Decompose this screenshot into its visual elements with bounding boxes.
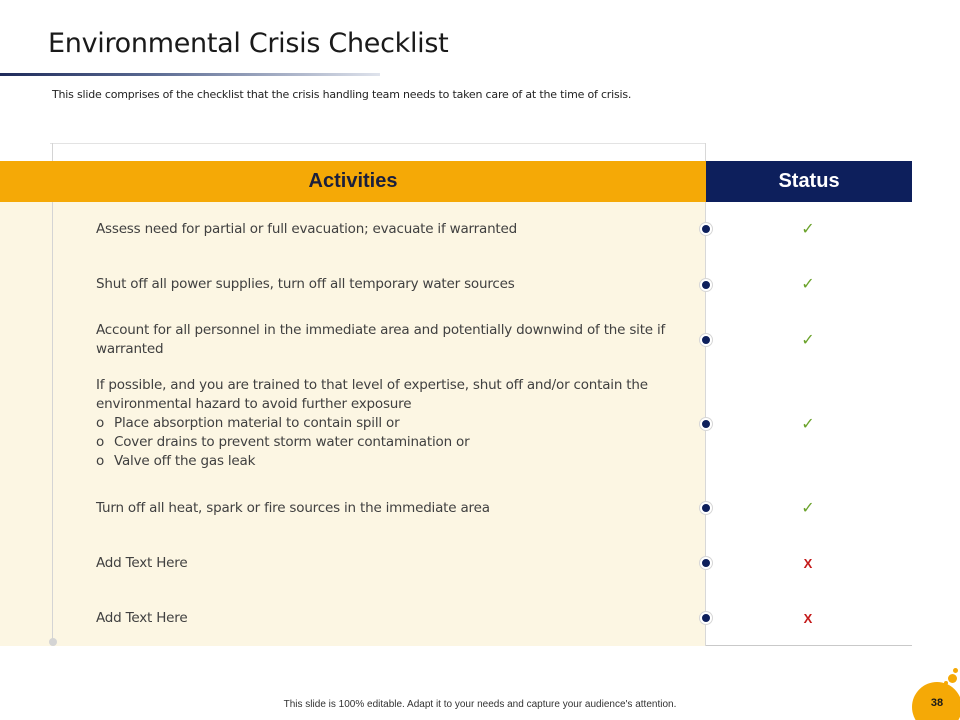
activity-row-4-text (96, 376, 676, 471)
activities-header (0, 161, 706, 202)
slide-title: Environmental Crisis Checklist (48, 28, 449, 59)
row-2-marker-dot (700, 279, 712, 291)
activity-line: Shut off all power supplies, turn off all temporary water sources (96, 276, 515, 292)
row-1-status-check-icon: ✓ (801, 221, 815, 238)
activity-row-5-text (96, 499, 676, 518)
activity-line: warranted (96, 341, 164, 357)
activity-line: Turn off all heat, spark or fire sources in the immediate area (96, 500, 490, 516)
status-bottom-line (706, 645, 912, 646)
row-3-marker-dot (700, 334, 712, 346)
sub-bullet-text: Cover drains to prevent storm water contamination or (114, 434, 470, 450)
decorative-dot-tiny (944, 681, 948, 685)
row-7-status-cross-icon: X (803, 611, 813, 626)
page-number: 38 (930, 697, 944, 709)
activity-row-6-text (96, 554, 676, 573)
row-6-status-cross-icon: X (803, 556, 813, 571)
sub-bullet (96, 452, 676, 471)
title-underline (0, 73, 380, 76)
row-5-status-check-icon: ✓ (801, 500, 815, 517)
row-6-marker-dot (700, 557, 712, 569)
decorative-dot-small (953, 668, 958, 673)
decorative-dot-large (948, 674, 957, 683)
slide-subtitle: This slide comprises of the checklist that the crisis handling team needs to taken care of at the time of crisis. (52, 88, 632, 101)
sub-bullet-marker: o (96, 453, 105, 469)
frame-right-line (705, 143, 706, 646)
activity-line: Add Text Here (96, 555, 188, 571)
sub-bullet-text: Valve off the gas leak (114, 453, 256, 469)
activities-header-label: Activities (308, 170, 398, 192)
timeline-vertical-line (52, 143, 53, 642)
sub-bullet (96, 433, 676, 452)
activity-row-7-text (96, 609, 676, 628)
frame-top-line (50, 143, 706, 144)
row-4-marker-dot (700, 418, 712, 430)
activity-line: Add Text Here (96, 610, 188, 626)
row-5-marker-dot (700, 502, 712, 514)
status-header-label: Status (778, 170, 840, 192)
row-7-marker-dot (700, 612, 712, 624)
activity-row-2-text (96, 275, 676, 294)
activity-line: Account for all personnel in the immediate area and potentially downwind of the site if (96, 322, 666, 338)
activity-line: If possible, and you are trained to that level of expertise, shut off and/or contain the (96, 377, 648, 393)
timeline-end-dot (49, 638, 57, 646)
row-1-marker-dot (700, 223, 712, 235)
row-4-status-check-icon: ✓ (801, 416, 815, 433)
status-header (706, 161, 912, 202)
sub-bullet-marker: o (96, 434, 105, 450)
activity-line: Assess need for partial or full evacuation; evacuate if warranted (96, 221, 517, 237)
activity-line: environmental hazard to avoid further exposure (96, 396, 412, 412)
row-2-status-check-icon: ✓ (801, 276, 815, 293)
footer-note: This slide is 100% editable. Adapt it to your needs and capture your audience's attention. (283, 699, 677, 710)
sub-bullet (96, 414, 676, 433)
sub-bullet-marker: o (96, 415, 105, 431)
sub-bullet-text: Place absorption material to contain spill or (114, 415, 400, 431)
activity-row-1-text (96, 220, 676, 239)
activity-row-3-text (96, 321, 676, 359)
row-3-status-check-icon: ✓ (801, 332, 815, 349)
